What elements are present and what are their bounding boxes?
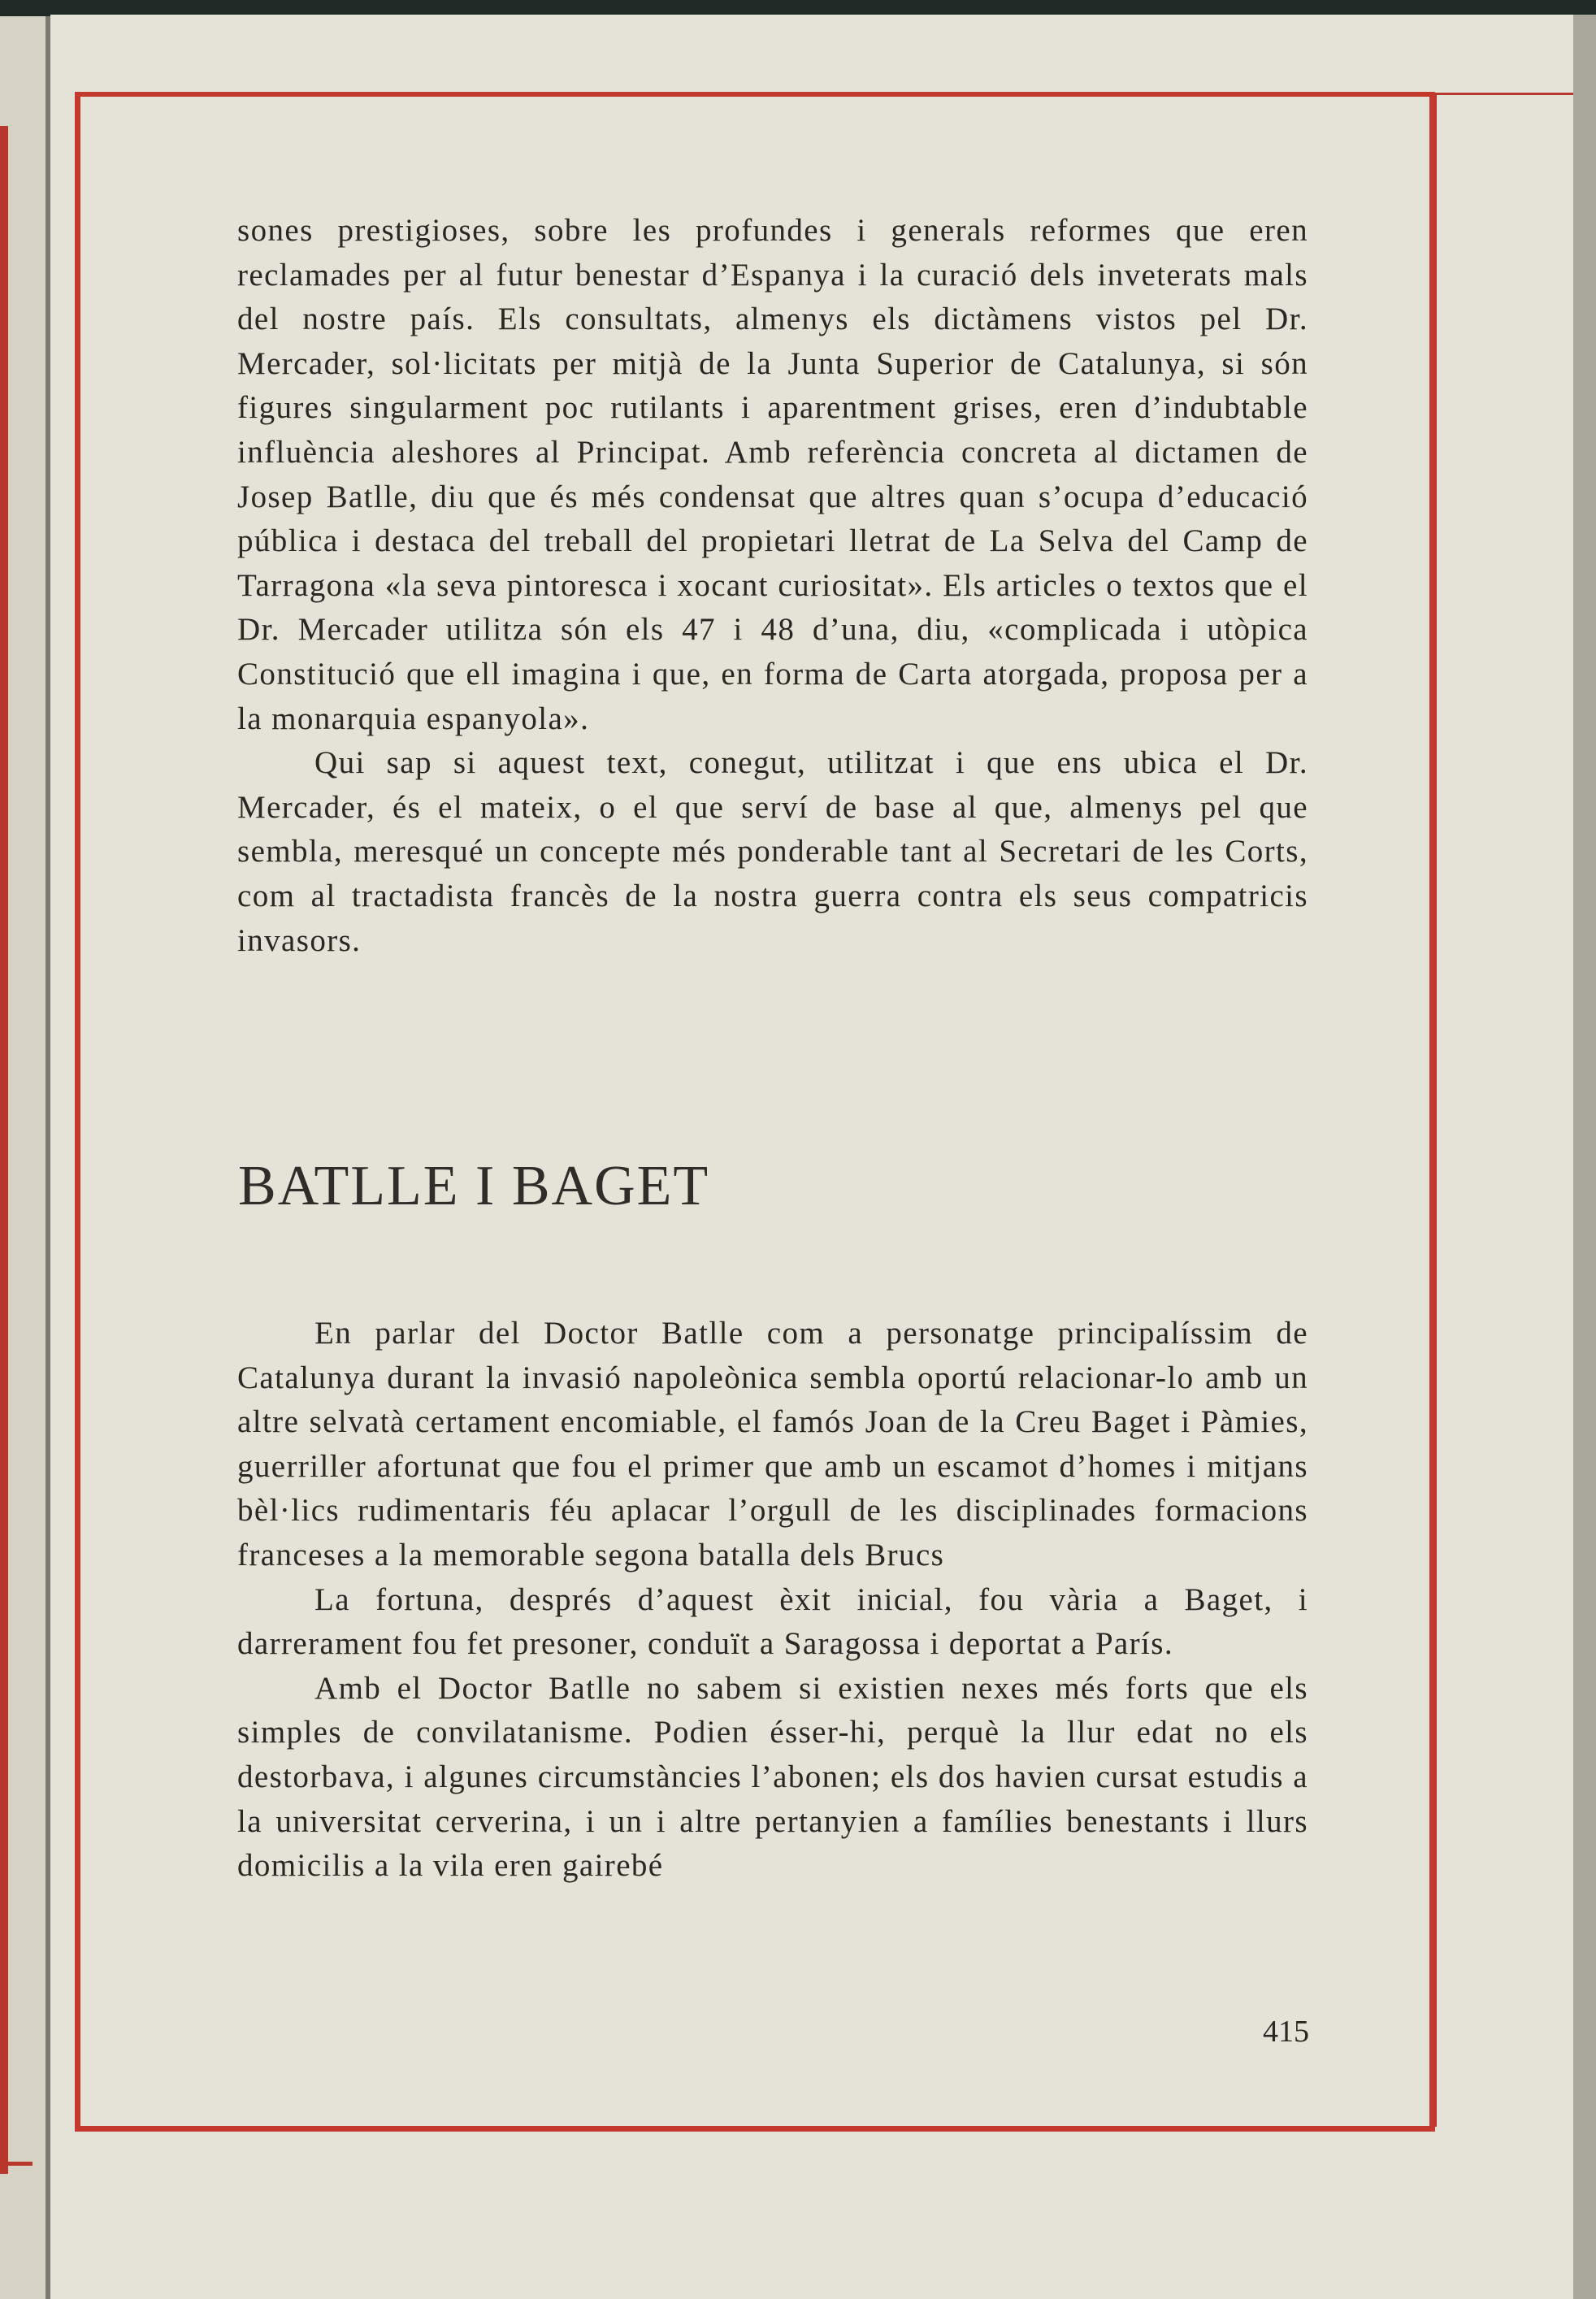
paragraph: sones prestigioses, sobre les profundes i generals reformes que eren reclamades per al futur benestar d’Espanya i la curació dels inveterats mals del nostre país. Els consultats, almenys els dictàmens vistos pel Dr. Mercader, sol·licitats per mitjà de la Junta Superior de Catalunya, si són figures singularment poc rutilants i aparentment grises, eren d’indubtable influència aleshores al Principat. Amb referència concreta al dictamen de Josep Batlle, diu que és més condensat que altres quan s’ocupa d’educació pública i destaca del treball del propietari lletrat de La Selva del Camp de Tarragona «la seva pintoresca i xocant curiositat». Els articles o textos que el Dr. Mercader utilitza són els 47 i 48 d’una, diu, «complicada i utòpica Constitució que ell imagina i que, en forma de Carta atorgada, proposa per a la monarquia espanyola». xyxy=(237,213,1308,736)
paragraph: Amb el Doctor Batlle no sabem si existien nexes més forts que els simples de convilatanisme. Podien ésser-hi, perquè la llur edat no els destorbava, i algunes circumstàncies l’abonen; els dos havien cursat estudis a la universitat cerverina, i un i altre pertanyien a famílies benestants i llurs domicilis a la vila eren gairebé xyxy=(237,1670,1308,1884)
frame-right-rule xyxy=(1429,92,1435,2132)
facing-page-red-rule-bottom xyxy=(0,2162,33,2166)
frame-left-rule xyxy=(75,92,80,2132)
facing-page-red-rule xyxy=(0,126,8,2174)
paragraph: En parlar del Doctor Batlle com a personatge principalíssim de Catalunya durant la invasió napoleònica sembla oportú relacionar-lo amb un altre selvatà certament encomiable, el famós Joan de la Creu Baget i Pàmies, guerriller afortunat que fou el primer que amb un escamot d’homes i mitjans bèl·lics rudimentaris féu aplacar l’orgull de les disciplinades formacions franceses a la memorable segona batalla dels Brucs xyxy=(237,1316,1308,1572)
frame-bottom-rule xyxy=(75,2126,1435,2132)
frame-top-rule-extension xyxy=(1435,93,1573,95)
text-block-top xyxy=(237,209,1308,963)
frame-top-rule xyxy=(75,92,1435,97)
paragraph: La fortuna, després d’aquest èxit inicial, fou vària a Baget, i darrerament fou fet presoner, conduït a Saragossa i deportat a París. xyxy=(237,1581,1308,1662)
page-right-edge xyxy=(1573,15,1596,2299)
facing-page-edge xyxy=(0,16,47,2299)
section-heading: BATLLE I BAGET xyxy=(238,1155,710,1217)
paragraph: Qui sap si aquest text, conegut, utilitzat i que ens ubica el Dr. Mercader, és el mateix, o el que serví de base al que, almenys pel que sembla, meresqué un concepte més ponderable tant al Secretari de les Corts, com al tractadista francès de la nostra guerra contra els seus compatricis invasors. xyxy=(237,745,1308,958)
frame-right-rule-outer xyxy=(1435,95,1437,2127)
page-number: 415 xyxy=(1263,2015,1309,2049)
text-block-bottom xyxy=(237,1312,1308,1889)
